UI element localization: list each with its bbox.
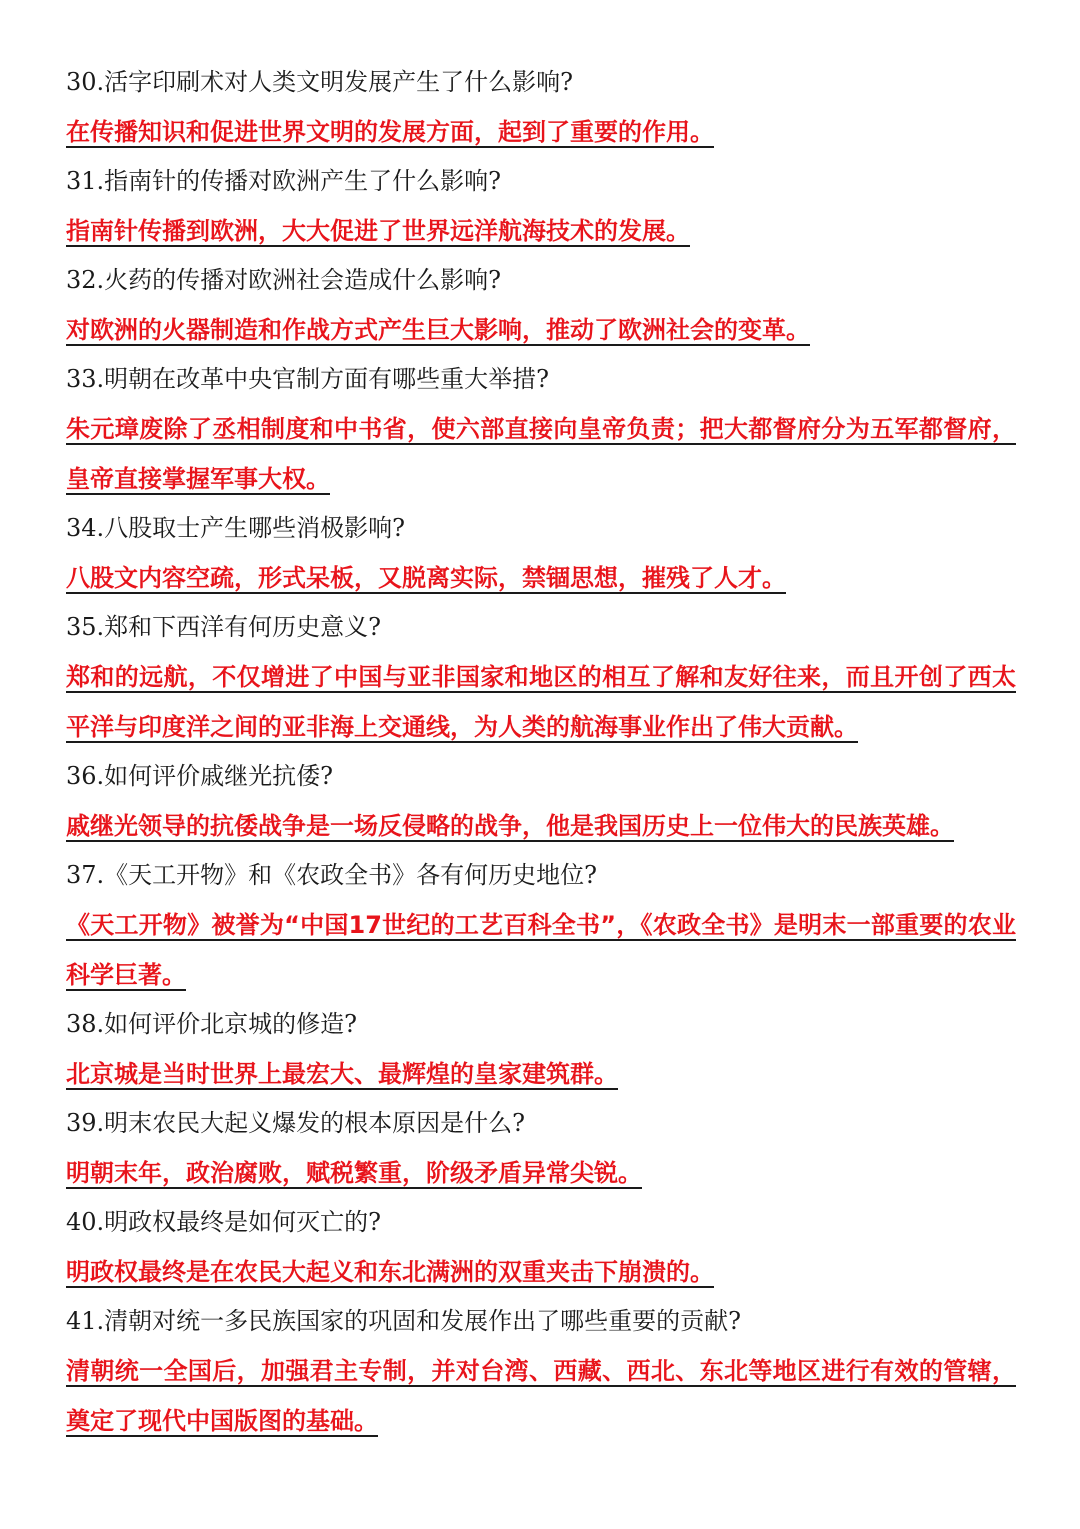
qa-list [66,58,1016,1446]
qa-item [66,851,1016,1000]
answer-text: 八股文内容空疏，形式呆板，又脱离实际，禁锢思想，摧残了人才。 [66,564,786,592]
answer-text: 清朝统一全国后，加强君主专制，并对台湾、西藏、西北、东北等地区进行有效的管辖，奠定了现代中国版图的基础。 [66,1357,1016,1435]
question-text: 32.火药的传播对欧洲社会造成什么影响? [66,266,502,294]
question-text: 33.明朝在改革中央官制方面有哪些重大举措? [66,365,550,393]
question-text: 31.指南针的传播对欧洲产生了什么影响? [66,167,502,195]
answer-text: 对欧洲的火器制造和作战方式产生巨大影响，推动了欧洲社会的变革。 [66,316,810,344]
question-text: 39.明末农民大起义爆发的根本原因是什么? [66,1109,526,1137]
qa-item [66,1000,1016,1099]
qa-item [66,1099,1016,1198]
answer-text: 明朝末年，政治腐败，赋税繁重，阶级矛盾异常尖锐。 [66,1159,642,1187]
qa-item [66,603,1016,752]
question-text: 41.清朝对统一多民族国家的巩固和发展作出了哪些重要的贡献? [66,1307,742,1335]
answer-text: 戚继光领导的抗倭战争是一场反侵略的战争，他是我国历史上一位伟大的民族英雄。 [66,812,954,840]
answer-text: 明政权最终是在农民大起义和东北满洲的双重夹击下崩溃的。 [66,1258,714,1286]
answer-text: 指南针传播到欧洲，大大促进了世界远洋航海技术的发展。 [66,217,690,245]
question-text: 37.《天工开物》和《农政全书》各有何历史地位? [66,861,598,889]
qa-item [66,504,1016,603]
qa-item [66,256,1016,355]
answer-text: 郑和的远航，不仅增进了中国与亚非国家和地区的相互了解和友好往来，而且开创了西太平洋与印度洋之间的亚非海上交通线，为人类的航海事业作出了伟大贡献。 [66,663,1016,741]
qa-item [66,1198,1016,1297]
qa-item [66,355,1016,504]
qa-item [66,157,1016,256]
answer-text: 《天工开物》被誉为“中国17世纪的工艺百科全书”，《农政全书》是明末一部重要的农业科学巨著。 [66,911,1016,989]
question-text: 35.郑和下西洋有何历史意义? [66,613,382,641]
answer-text: 北京城是当时世界上最宏大、最辉煌的皇家建筑群。 [66,1060,618,1088]
question-text: 36.如何评价戚继光抗倭? [66,762,334,790]
question-text: 38.如何评价北京城的修造? [66,1010,358,1038]
question-text: 34.八股取士产生哪些消极影响? [66,514,406,542]
question-text: 30.活字印刷术对人类文明发展产生了什么影响? [66,68,574,96]
qa-item [66,752,1016,851]
qa-item [66,58,1016,157]
question-text: 40.明政权最终是如何灭亡的? [66,1208,382,1236]
answer-text: 朱元璋废除了丞相制度和中书省，使六部直接向皇帝负责；把大都督府分为五军都督府，皇帝直接掌握军事大权。 [66,415,1016,493]
answer-text: 在传播知识和促进世界文明的发展方面，起到了重要的作用。 [66,118,714,146]
qa-item [66,1297,1016,1446]
